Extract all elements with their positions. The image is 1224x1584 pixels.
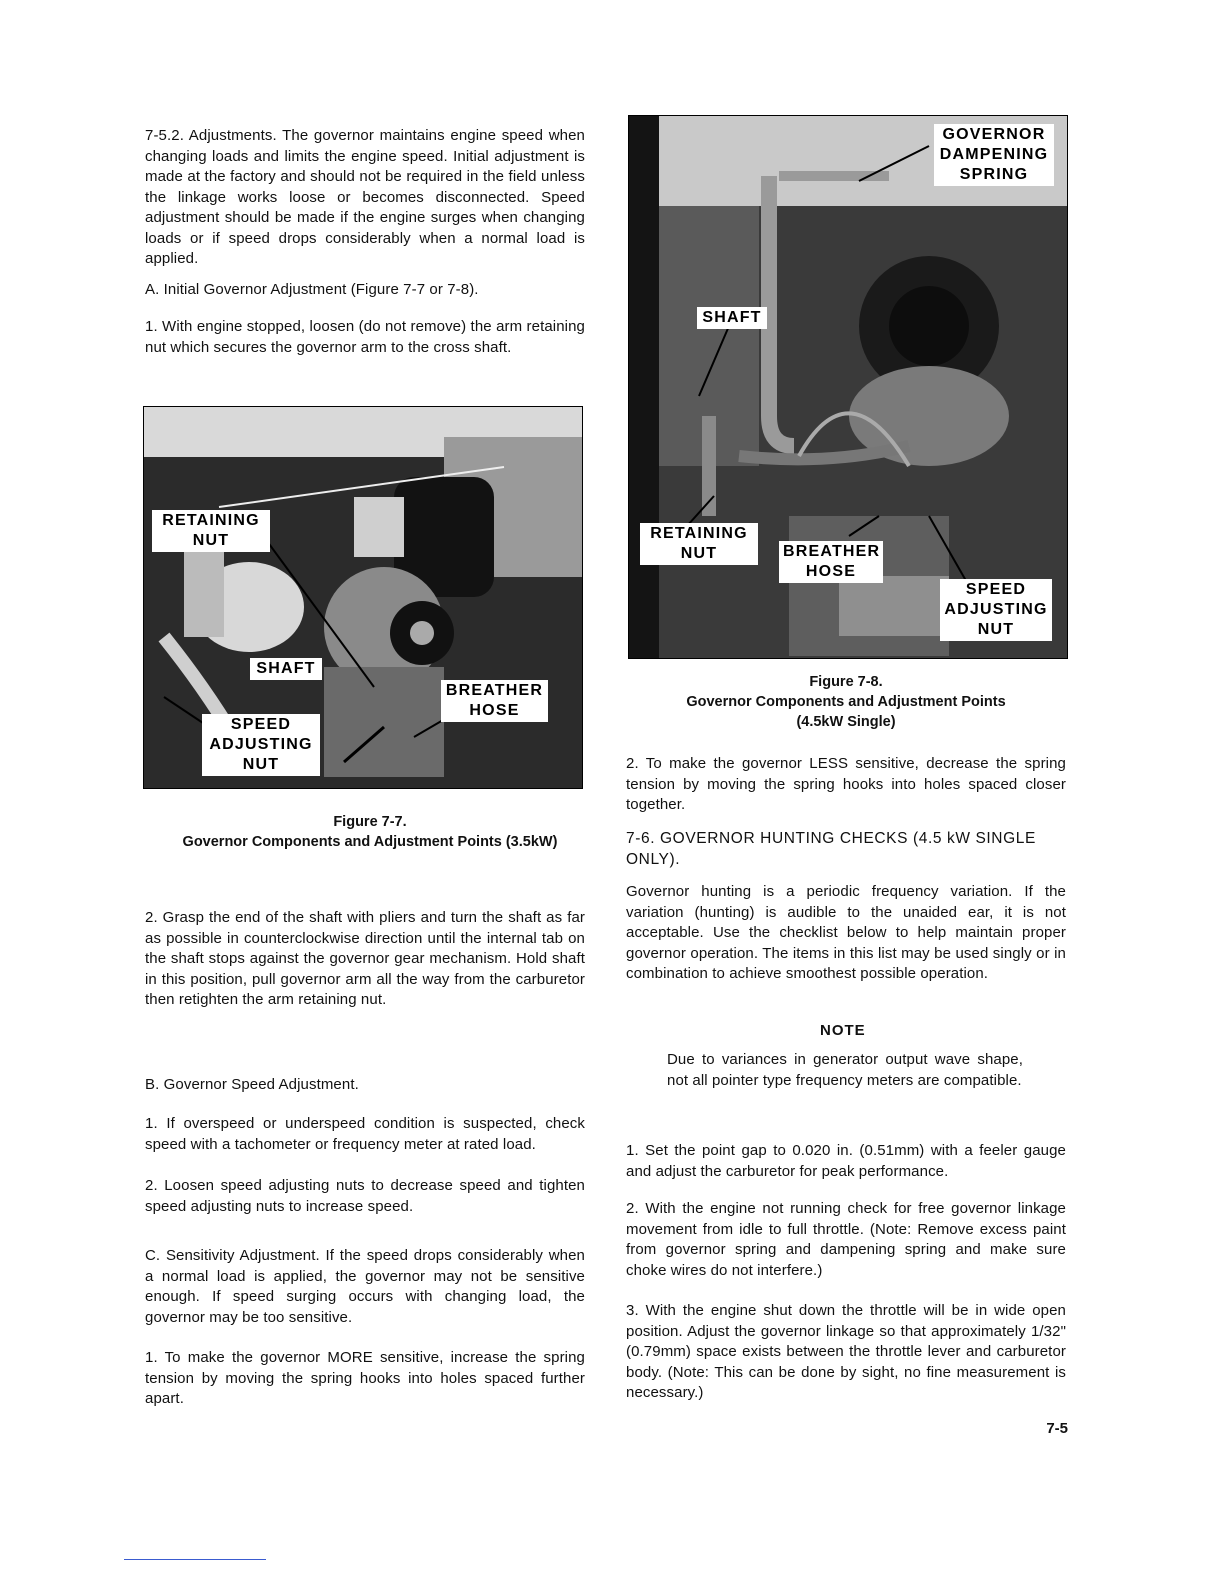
step-b2: 2. Loosen speed adjusting nuts to decrease speed and tighten speed adjusting nuts to increase speed. — [145, 1177, 585, 1215]
label-breather-hose: BREATHER HOSE — [441, 680, 548, 722]
label-shaft: SHAFT — [697, 307, 767, 329]
label-governor-dampening-spring: GOVERNOR DAMPENING SPRING — [934, 124, 1054, 186]
label-speed-adjusting-nut: SPEED ADJUSTING NUT — [940, 579, 1052, 641]
check-2: 2. With the engine not running check for free governor linkage movement from idle to full throttle. (Note: Remove excess paint from governor spring and dampening spring and make sure choke wires do not interfere.) — [626, 1200, 1066, 1279]
step-a1: 1. With engine stopped, loosen (do not remove) the arm retaining nut which secures the governor arm to the cross shaft. — [145, 318, 585, 356]
label-breather-hose: BREATHER HOSE — [779, 541, 883, 583]
section-a-heading: A. Initial Governor Adjustment (Figure 7-7 or 7-8). — [145, 281, 479, 298]
figure-7-8-photo — [628, 115, 1068, 659]
section-7-6-heading: 7-6. GOVERNOR HUNTING CHECKS (4.5 kW SINGLE ONLY). — [626, 830, 1036, 868]
paragraph-adjustments: 7-5.2. Adjustments. The governor maintains engine speed when changing loads and limits the engine speed. Initial adjustment is made at the factory and should not be required in the field unless the linkage works loose or becomes disconnected. Speed adjustment should be made if the engine surges when changing loads or if speed drops considerably when a normal load is applied. — [145, 127, 585, 267]
paragraph-governor-hunting: Governor hunting is a periodic frequency variation. If the variation (hunting) is audible to the unaided ear, it is not acceptable. Use the checklist below to help maintain proper governor operation. The items in this list may be used singly or in combination to achieve smoothest possible operation. — [626, 883, 1066, 982]
check-1: 1. Set the point gap to 0.020 in. (0.51mm) with a feeler gauge and adjust the carburetor for peak performance. — [626, 1142, 1066, 1180]
note-text: Due to variances in generator output wave shape, not all pointer type frequency meters are compatible. — [667, 1051, 1023, 1089]
label-speed-adjusting-nut: SPEED ADJUSTING NUT — [202, 714, 320, 776]
label-retaining-nut: RETAINING NUT — [640, 523, 758, 565]
section-c-paragraph: C. Sensitivity Adjustment. If the speed drops considerably when a normal load is applied, the governor may not be sensitive enough. If speed surging occurs with changing load, the governor may be too sensitive. — [145, 1247, 585, 1326]
step-b1: 1. If overspeed or underspeed condition is suspected, check speed with a tachometer or frequency meter at rated load. — [145, 1115, 585, 1153]
step-a2: 2. Grasp the end of the shaft with pliers and turn the shaft as far as possible in counterclockwise direction until the internal tab on the shaft stops against the governor gear mechanism. Hold shaft in this position, pull governor arm all the way from the carburetor then retighten the arm retaining nut. — [145, 909, 585, 1008]
section-b-heading: B. Governor Speed Adjustment. — [145, 1076, 359, 1093]
figure-7-7-photo — [143, 406, 583, 789]
figure-7-7-caption: Figure 7-7. Governor Components and Adjustment Points (3.5kW) — [182, 814, 558, 850]
figure-7-8-caption: Figure 7-8. Governor Components and Adjustment Points (4.5kW Single) — [686, 674, 1006, 730]
step-c2: 2. To make the governor LESS sensitive, decrease the spring tension by moving the spring hooks into holes spaced closer together. — [626, 755, 1066, 813]
note-title: NOTE — [820, 1022, 866, 1039]
check-3: 3. With the engine shut down the throttle will be in wide open position. Adjust the governor linkage so that approximately 1/32" (0.79mm) space exists between the throttle lever and carburetor body. (Note: This can be done by sight, no fine measurement is necessary.) — [626, 1302, 1066, 1401]
footnote-rule — [124, 1559, 266, 1560]
label-retaining-nut: RETAINING NUT — [152, 510, 270, 552]
step-c1: 1. To make the governor MORE sensitive, increase the spring tension by moving the spring hooks into holes spaced further apart. — [145, 1349, 585, 1407]
page-number: 7-5 — [1046, 1420, 1068, 1437]
label-shaft: SHAFT — [250, 658, 322, 680]
